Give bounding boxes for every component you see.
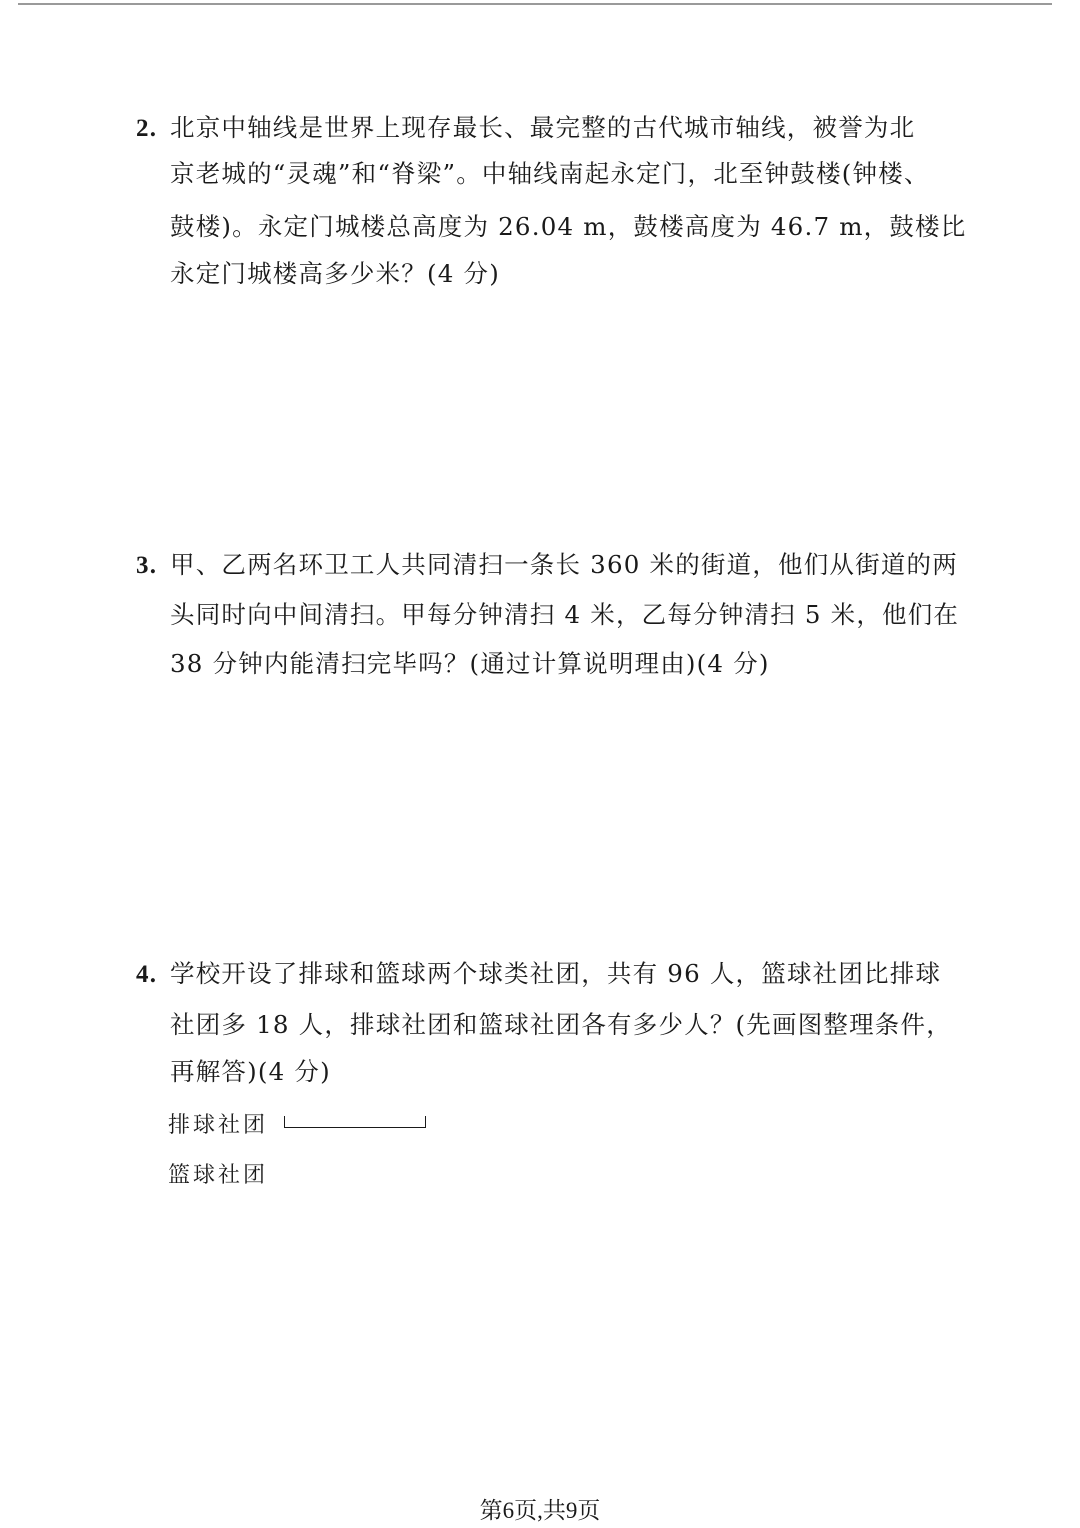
question-number: 3. [136,552,158,579]
question-text-line: 鼓楼)。永定门城楼总高度为 26.04 m，鼓楼高度为 46.7 m，鼓楼比 [170,212,967,241]
question-text-line: 再解答)(4 分) [170,1057,331,1086]
question-text-line: 学校开设了排球和篮球两个球类社团，共有 96 人，篮球社团比排球 [170,959,942,988]
question-text-line: 社团多 18 人，排球社团和篮球社团各有多少人？(先画图整理条件， [170,1010,952,1039]
page-number: 第6页,共9页 [479,1498,601,1523]
question-text-line: 京老城的“灵魂”和“脊梁”。中轴线南起永定门，北至钟鼓楼(钟楼、 [170,159,930,188]
page-top-border [18,3,1052,5]
question-text-line: 头同时向中间清扫。甲每分钟清扫 4 米，乙每分钟清扫 5 米，他们在 [170,600,960,629]
question-number: 2. [136,115,158,142]
volleyball-segment-bracket [284,1116,426,1128]
question-text-line: 甲、乙两名环卫工人共同清扫一条长 360 米的街道，他们从街道的两 [170,550,958,579]
question-text-line: 北京中轴线是世界上现存最长、最完整的古代城市轴线，被誉为北 [170,113,916,142]
question-text-line: 38 分钟内能清扫完毕吗？(通过计算说明理由)(4 分) [170,649,770,678]
volleyball-label: 排球社团 [168,1113,269,1138]
question-number: 4. [136,961,158,988]
basketball-label: 篮球社团 [168,1163,269,1188]
question-text-line: 永定门城楼高多少米？(4 分) [170,259,500,288]
